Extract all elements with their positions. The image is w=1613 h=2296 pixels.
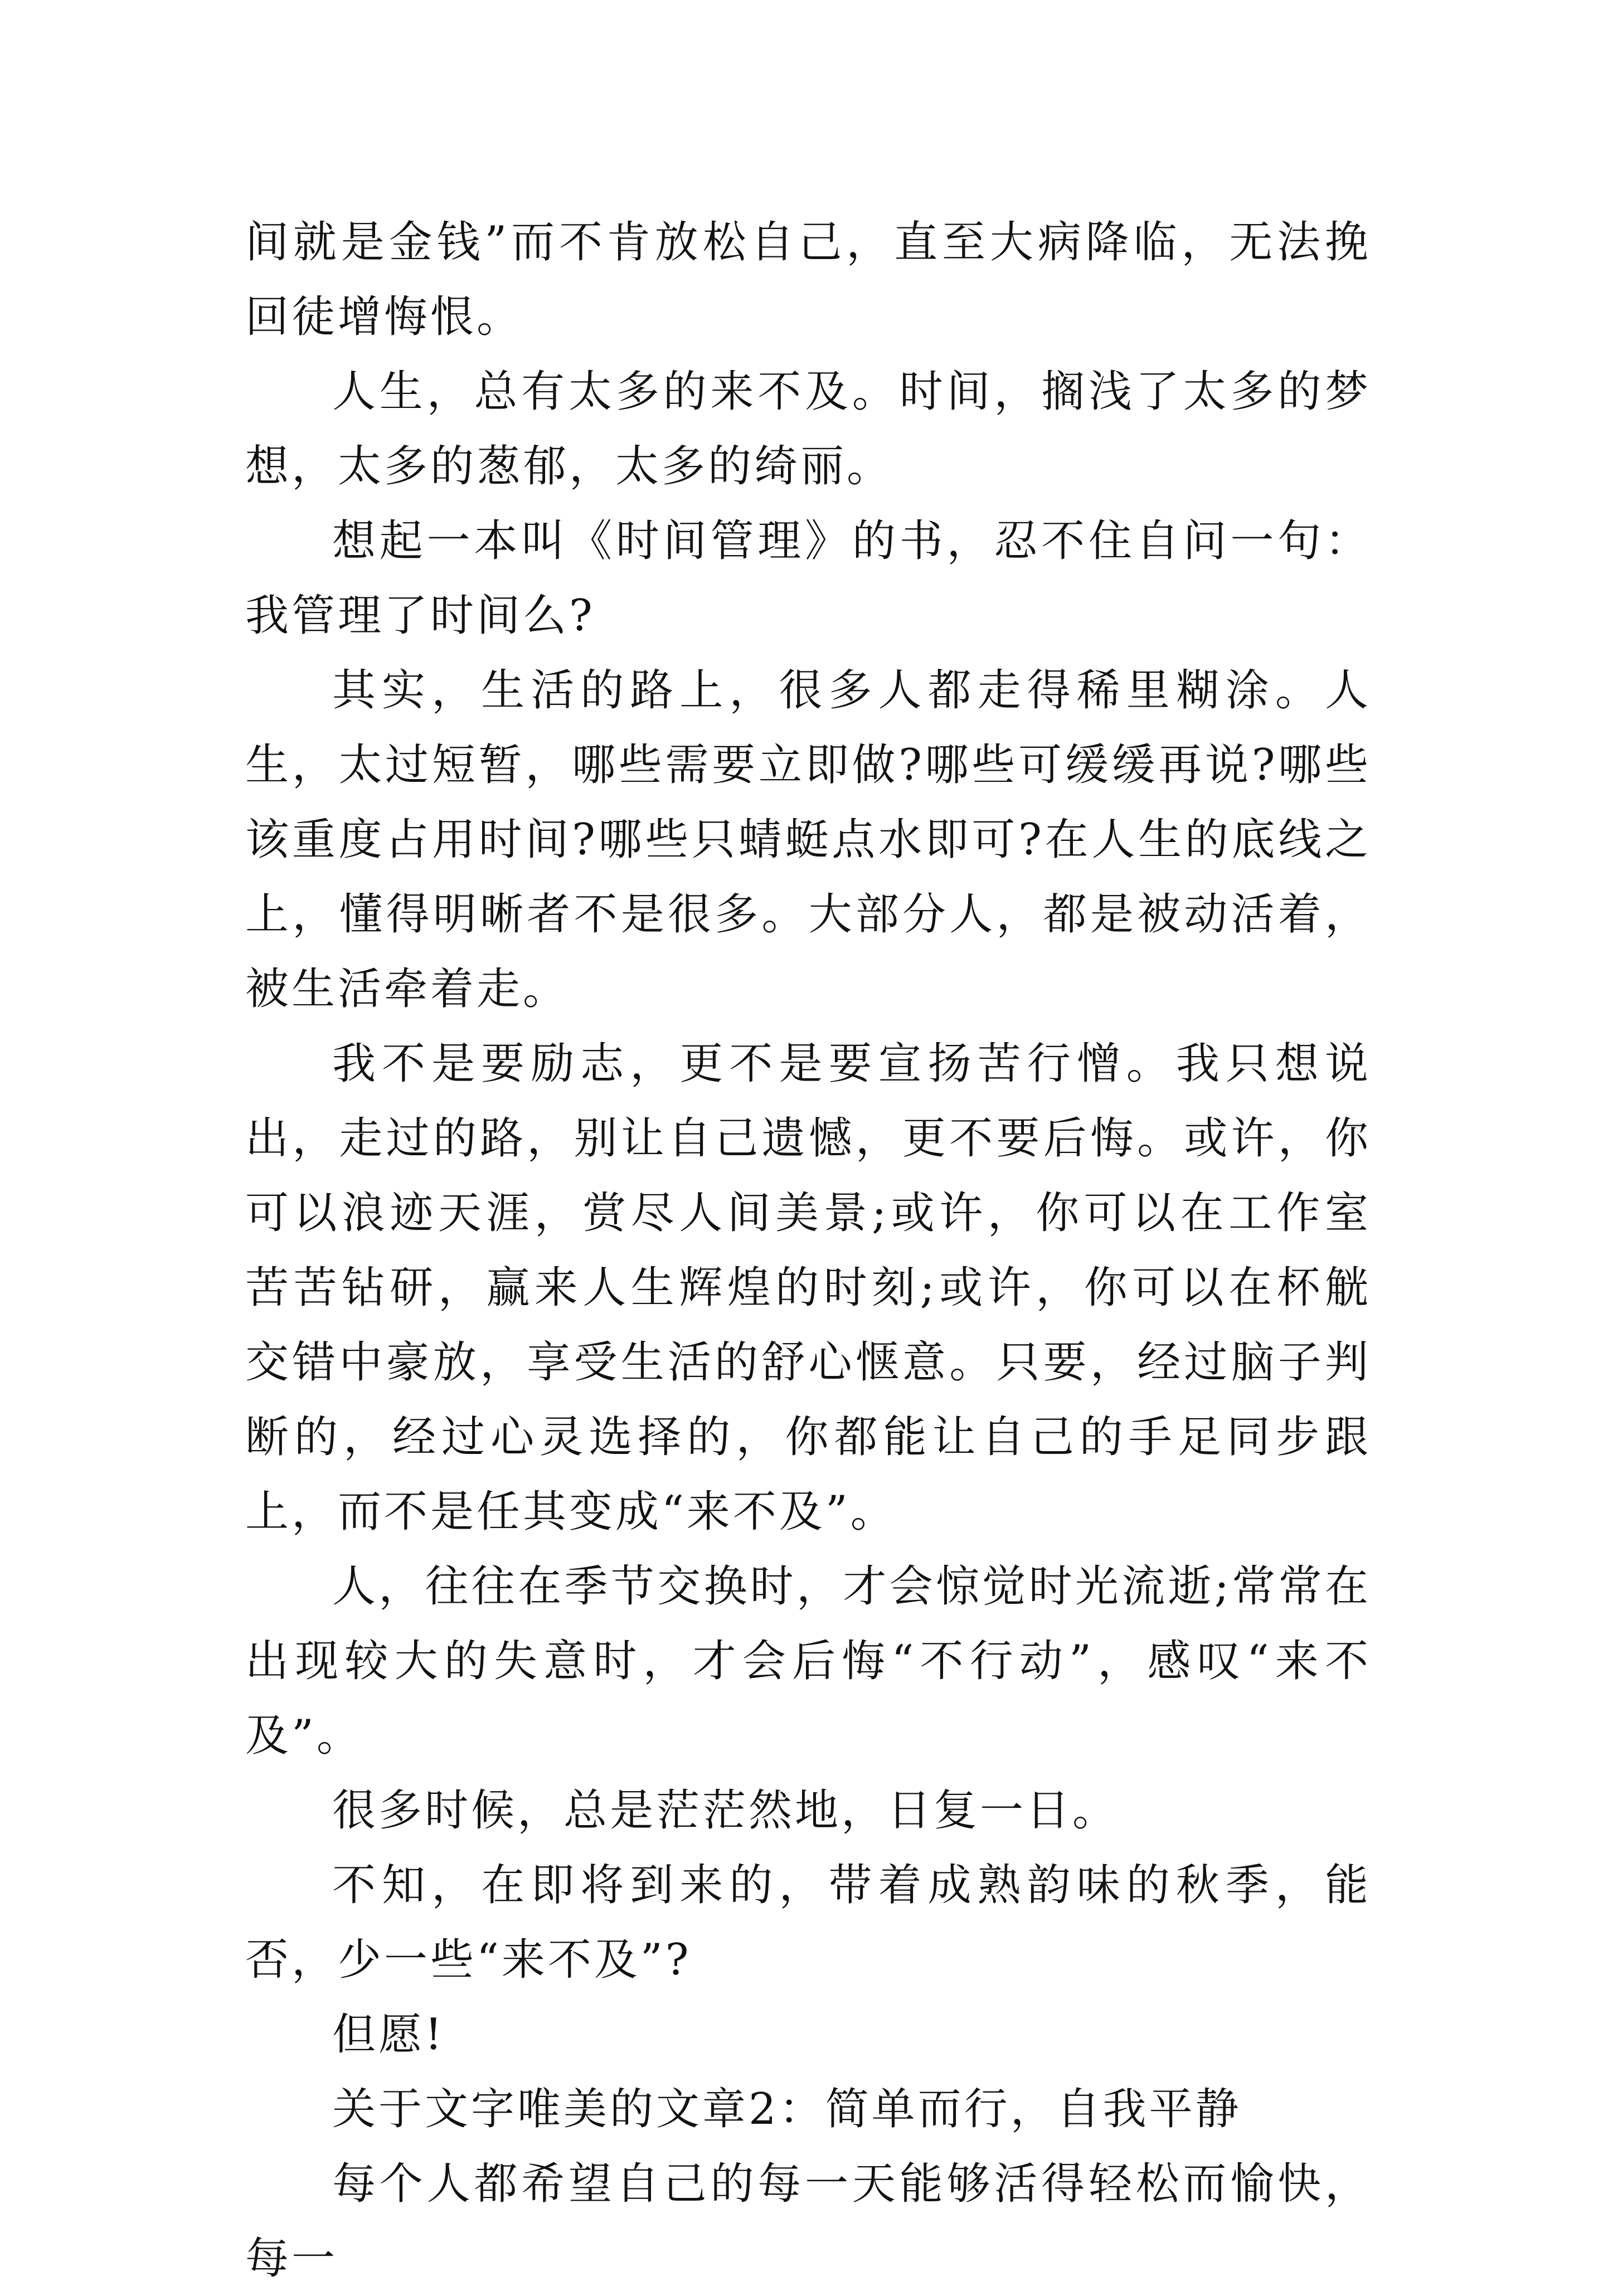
paragraph: 但愿! <box>332 2010 445 2060</box>
paragraph: 每个人都希望自己的每一天能够活得轻松而愉快，每一 <box>245 2159 1371 2284</box>
paragraph: 想起一本叫《时间管理》的书，忍不住自问一句：我管理了时间么? <box>245 516 1371 641</box>
document-page <box>245 205 1371 2296</box>
paragraph: 很多时候，总是茫茫然地，日复一日。 <box>332 1786 1119 1836</box>
section-heading: 关于文字唯美的文章2：简单而行，自我平静 <box>332 2084 1242 2134</box>
paragraph: 不知，在即将到来的，带着成熟韵味的秋季，能否，少一些“来不及”? <box>245 1860 1371 1985</box>
paragraph: 其实，生活的路上，很多人都走得稀里糊涂。人生，太过短暂，哪些需要立即做?哪些可缓缓再说?哪些该重度占用时间?哪些只蜻蜓点水即可?在人生的底线之上，懂得明晰者不是很多。大部分人，都是被动活着，被生活牵着走。 <box>245 665 1371 1014</box>
paragraph-continuation: 间就是金钱”而不肯放松自己，直至大病降临，无法挽回徒增悔恨。 <box>245 217 1371 342</box>
paragraph: 人生，总有太多的来不及。时间，搁浅了太多的梦想，太多的葱郁，太多的绮丽。 <box>245 367 1371 492</box>
paragraph: 人，往往在季节交换时，才会惊觉时光流逝;常常在出现较大的失意时，才会后悔“不行动”，感叹“来不及”。 <box>245 1562 1371 1761</box>
paragraph: 我不是要励志，更不是要宣扬苦行憎。我只想说出，走过的路，别让自己遗憾，更不要后悔。或许，你可以浪迹天涯，赏尽人间美景;或许，你可以在工作室苦苦钻研，赢来人生辉煌的时刻;或许，你可以在杯觥交错中豪放，享受生活的舒心惬意。只要，经过脑子判断的，经过心灵选择的，你都能让自己的手足同步跟上，而不是任其变成“来不及”。 <box>245 1039 1371 1537</box>
